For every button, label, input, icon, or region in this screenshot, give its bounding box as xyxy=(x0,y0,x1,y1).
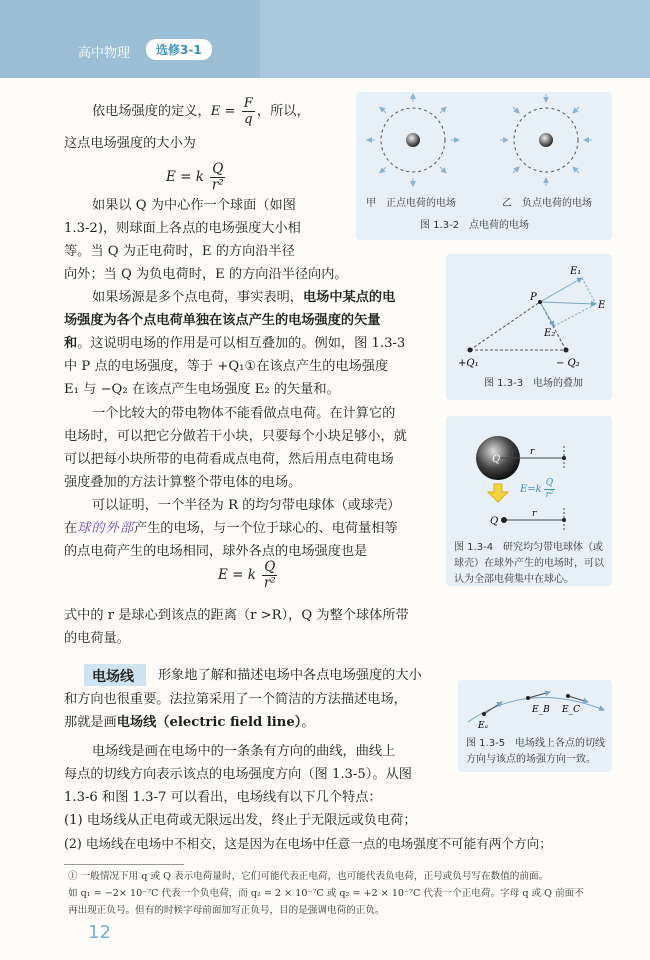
para6-line2: 的电荷量。 xyxy=(64,631,130,646)
list-item-2: (2) 电场线在电场中不相交，这是因为在电场中任意一点的电场强度不可能有两个方向； xyxy=(64,836,552,851)
fig132-right-label: 乙 负点电荷的电场 xyxy=(502,198,592,209)
volume-badge: 选修3-1 xyxy=(146,39,212,60)
para3-line5: E₁ 与 −Q₂ 在该点产生电场强度 E₂ 的矢量和。 xyxy=(64,382,340,397)
label-E: E xyxy=(598,300,606,311)
formula-1 xyxy=(166,162,227,193)
header-band xyxy=(0,0,260,78)
fig135-caption-line1: 图 1.3-5 电场线上各点的切线 xyxy=(466,738,606,749)
para5-line2 xyxy=(64,517,398,540)
label-Q-point: Q xyxy=(490,516,499,527)
frac-num: F xyxy=(243,96,253,111)
para3-line3 xyxy=(64,332,405,355)
section-line2: 和方向也很重要。法拉第采用了一个简洁的方法描述电场， xyxy=(64,692,407,707)
formula-2 xyxy=(218,560,279,591)
footnote-line2: 如 q₁ = −2× 10⁻⁷C 代表一个负电荷，而 q₂ = 2 × 10⁻⁷C 或 q₂ = +2 × 10⁻⁷C 代表一个正电荷。字母 q 或 Q 前面不 xyxy=(68,888,584,899)
para1-text: 依电场强度的定义， xyxy=(92,104,211,119)
figure-1-3-4-drawing xyxy=(446,416,612,536)
fig134-den: r² xyxy=(545,490,554,500)
handwritten-annotation: 球的外部 xyxy=(77,521,134,536)
para3-bold-end: 和 xyxy=(64,336,78,351)
frac-den: q xyxy=(244,112,253,127)
para3-text: 如果场源是多个点电荷，事实表明， xyxy=(92,290,303,305)
term-electric-field-line: 电场线（electric field line） xyxy=(116,715,302,730)
fig132-caption: 图 1.3-2 点电荷的电场 xyxy=(420,220,530,231)
label-Q2: − Q₂ xyxy=(556,358,580,369)
para3-line1 xyxy=(92,286,395,309)
para3-text-cont: 。这说明电场的作用是可以相互叠加的。例如，图 1.3-3 xyxy=(77,336,406,351)
fig134-formula-lhs: E=k xyxy=(520,484,542,495)
label-Q1: +Q₁ xyxy=(458,358,479,369)
footnote-line1: ① 一般情况下用 q 或 Q 表示电荷量时，它们可能代表正电荷，也可能代表负电荷，正号或负号写在数值的前面。 xyxy=(68,871,549,882)
para3-line4: 中 P 点的电场强度，等于 +Q₁①在该点产生的电场强度 xyxy=(64,359,389,374)
label-r-top: r xyxy=(530,447,535,457)
fig134-num: Q xyxy=(545,478,554,488)
label-EC: E_C xyxy=(562,705,580,715)
formula-fraction xyxy=(210,162,225,193)
para5-line1: 可以证明，一个半径为 R 的均匀带电球体（或球壳） xyxy=(92,498,401,513)
para5-line3: 的点电荷产生的电场相同，球外各点的电场强度也是 xyxy=(64,544,368,559)
list-item-1: (1) 电场线从正电荷或无限远出发，终止于无限远或负电荷； xyxy=(64,813,417,828)
fig134-fraction xyxy=(544,478,555,501)
para1-line1 xyxy=(92,96,310,127)
para2-line3: 等。当 Q 为正电荷时，E 的方向沿半径 xyxy=(64,244,295,259)
figure-1-3-5 xyxy=(458,680,612,772)
para7-line1: 电场线是画在电场中的一条条有方向的曲线，曲线上 xyxy=(92,744,396,759)
equals: = xyxy=(220,104,240,119)
page-number: 12 xyxy=(88,922,111,943)
label-P: P xyxy=(530,292,537,303)
para1-line2: 这点电场强度的大小为 xyxy=(64,136,196,151)
figure-1-3-3-drawing xyxy=(446,254,612,374)
fig134-caption-line1: 图 1.3-4 研究均匀带电球体（或 xyxy=(454,542,604,553)
fig132-left-label: 甲 正点电荷的电场 xyxy=(366,198,456,209)
label-EA: Eₐ xyxy=(478,721,488,731)
section-text: 那就是画 xyxy=(64,715,117,730)
para1-text-post: ，所以， xyxy=(256,104,310,119)
formula-den: r² xyxy=(263,575,276,591)
formula-fraction xyxy=(262,560,277,591)
formula-num: Q xyxy=(264,559,276,575)
formula-den: r² xyxy=(211,177,224,193)
var-E: E xyxy=(210,104,221,119)
para3-line2: 场强度为各个点电荷单独在该点产生的电场强度的矢量 xyxy=(64,313,381,328)
positive-charge-field xyxy=(367,94,459,186)
formula-lhs: E = k xyxy=(218,567,256,583)
formula-num: Q xyxy=(212,161,224,177)
para4-line1: 一个比较大的带电物体不能看做点电荷。在计算它的 xyxy=(92,406,396,421)
para6-line1: 式中的 r 是球心到该点的距离（r >R），Q 为整个球体所带 xyxy=(64,608,409,623)
fig134-formula xyxy=(520,478,557,501)
figure-1-3-3 xyxy=(446,254,612,400)
para4-line3: 可以把每小块所带的电荷看成点电荷，然后用点电荷电场 xyxy=(64,452,394,467)
label-E2: E₂ xyxy=(544,328,556,339)
fraction-F-q xyxy=(242,96,255,127)
fig134-caption-line3: 认为全部电荷集中在球心。 xyxy=(454,574,574,585)
formula-lhs: E = k xyxy=(166,169,204,185)
fig133-caption: 图 1.3-3 电场的叠加 xyxy=(484,378,584,389)
para5-text: 在 xyxy=(64,521,78,536)
footnote-rule xyxy=(64,864,184,865)
para3-bold: 电场中某点的电 xyxy=(303,290,396,305)
para7-line3: 1.3-6 和图 1.3-7 可以看出，电场线有以下几个特点： xyxy=(64,790,382,805)
para4-line2: 电场时，可以把它分做若干小块，只要每个小块足够小，就 xyxy=(64,429,407,444)
fig134-caption-line2: 球壳）在球外产生的电场时，可以 xyxy=(454,558,604,569)
para2-line2: 1.3-2)，则球面上各点的电场强度大小相 xyxy=(64,221,301,236)
label-Q-sphere: Q xyxy=(492,454,501,465)
fig135-caption-line2: 方向与该点的场强方向一致。 xyxy=(466,754,596,765)
para2-line4: 向外；当 Q 为负电荷时，E 的方向沿半径向内。 xyxy=(64,267,348,282)
label-r-bottom: r xyxy=(532,509,537,519)
section-text-end: 。 xyxy=(301,715,315,730)
section-line1: 形象地了解和描述电场中各点电场强度的大小 xyxy=(158,668,422,683)
para7-line2: 每点的切线方向表示该点的电场强度方向（图 1.3-5）。从图 xyxy=(64,767,412,782)
figure-1-3-5-drawing xyxy=(458,680,612,732)
para5-text-cont: 产生的电场，与一个位于球心的、电荷量相等 xyxy=(133,521,398,536)
figure-1-3-2 xyxy=(356,92,612,240)
para4-line4: 强度叠加的方法计算整个带电体的电场。 xyxy=(64,475,302,490)
figure-1-3-4 xyxy=(446,416,612,586)
section-line3 xyxy=(64,711,315,734)
footnote-line3: 再出现正负号。但有的时候字母前面加写正负号，目的是强调电荷的正负。 xyxy=(68,905,385,916)
section-title: 电场线 xyxy=(92,669,134,685)
negative-charge-field xyxy=(500,94,592,186)
label-EB: E_B xyxy=(532,705,550,715)
book-title: 高中物理 xyxy=(78,46,131,61)
label-E1: E₁ xyxy=(570,266,582,277)
para2-line1: 如果以 Q 为中心作一个球面（如图 xyxy=(92,198,296,213)
